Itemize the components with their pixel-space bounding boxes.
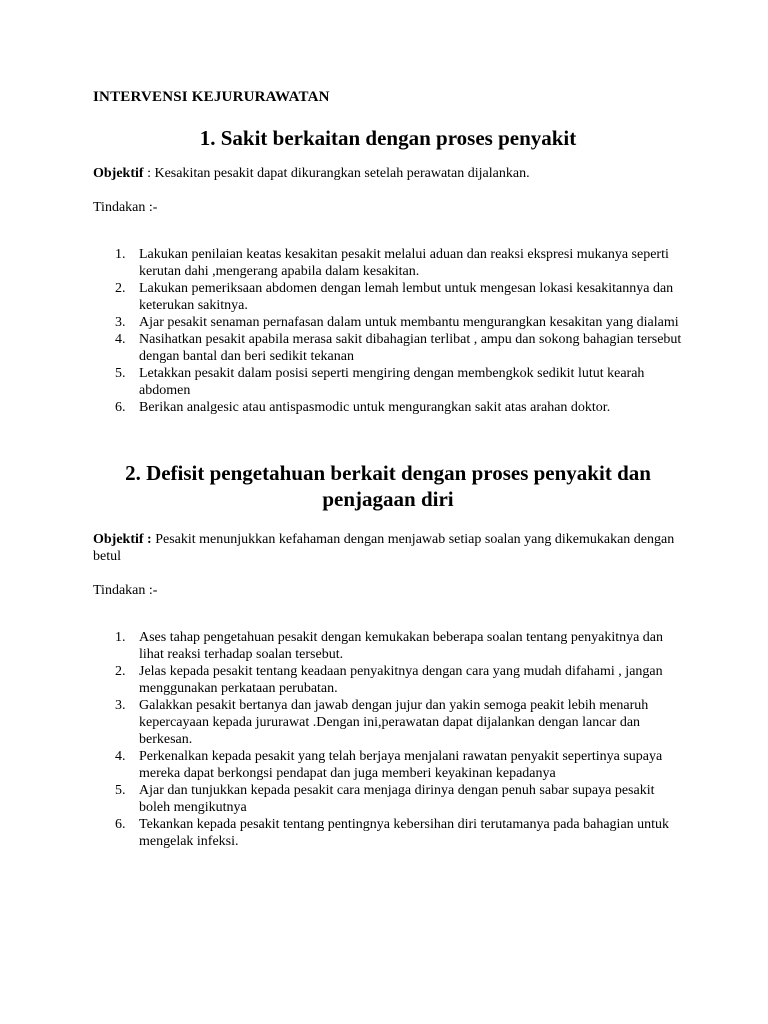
section-2-actions-list: [93, 629, 683, 850]
section-2-objective-label: Objektif :: [93, 532, 152, 547]
section-1-actions-list: [93, 246, 683, 416]
list-item-text: Ajar dan tunjukkan kepada pesakit cara menjaga dirinya dengan penuh sabar supaya pesakit boleh mengikutnya: [139, 783, 655, 815]
list-item-text: Nasihatkan pesakit apabila merasa sakit dibahagian terlibat , ampu dan sokong bahagian tersebut dengan bantal dan beri sedikit tekanan: [139, 332, 682, 364]
list-item: [93, 314, 683, 331]
list-item: [93, 816, 683, 850]
section-1-objective-separator: :: [143, 166, 155, 181]
list-item: [93, 365, 683, 399]
section-1-actions-label: Tindakan :-: [93, 200, 158, 215]
list-item-number: 5.: [115, 366, 126, 381]
list-item: [93, 697, 683, 748]
list-item-number: 4.: [115, 749, 126, 764]
section-1-objective: [93, 165, 683, 182]
list-item-text: Letakkan pesakit dalam posisi seperti mengiring dengan membengkok sedikit lutut kearah abdomen: [139, 366, 645, 398]
list-item: [93, 782, 683, 816]
list-item: [93, 280, 683, 314]
list-item-number: 5.: [115, 783, 126, 798]
section-1-objective-label: Objektif: [93, 166, 144, 181]
list-item-number: 1.: [115, 247, 126, 262]
list-item-number: 6.: [115, 817, 126, 832]
list-item-number: 2.: [115, 664, 126, 679]
list-item-text: Lakukan penilaian keatas kesakitan pesakit melalui aduan dan reaksi ekspresi mukanya seperti kerutan dahi ,mengerang apabila dalam kesakitan.: [139, 247, 669, 279]
document-page: [93, 88, 683, 850]
section-2-actions-label: Tindakan :-: [93, 583, 158, 598]
section-2-heading: 2. Defisit pengetahuan berkait dengan proses penyakit dan penjagaan diri: [125, 461, 651, 511]
list-item: [93, 331, 683, 365]
list-item-number: 3.: [115, 315, 126, 330]
list-item-number: 2.: [115, 281, 126, 296]
list-item: [93, 663, 683, 697]
list-item: [93, 399, 683, 416]
list-item-text: Tekankan kepada pesakit tentang pentingnya kebersihan diri terutamanya pada bahagian untuk mengelak infeksi.: [139, 817, 670, 849]
list-item-text: Perkenalkan kepada pesakit yang telah berjaya menjalani rawatan penyakit sepertinya supaya mereka dapat berkongsi pendapat dan juga memberi keyakinan kepadanya: [139, 749, 663, 781]
list-item-text: Ases tahap pengetahuan pesakit dengan kemukakan beberapa soalan tentang penyakitnya dan lihat reaksi terhadap soalan tersebut.: [139, 630, 664, 662]
list-item: [93, 748, 683, 782]
list-item-number: 4.: [115, 332, 126, 347]
document-title: INTERVENSI KEJURURAWATAN: [93, 89, 330, 105]
list-item: [93, 629, 683, 663]
list-item-text: Ajar pesakit senaman pernafasan dalam untuk membantu mengurangkan kesakitan yang dialami: [139, 315, 679, 330]
section-1-heading: 1. Sakit berkaitan dengan proses penyakit: [199, 126, 577, 150]
list-item-text: Galakkan pesakit bertanya dan jawab dengan jujur dan yakin semoga peakit lebih menaruh kepercayaan kepada jururawat .Dengan ini,perawatan dapat dijalankan dengan lancar dan berkesan.: [139, 698, 649, 747]
section-2-objective-text: Pesakit menunjukkan kefahaman dengan menjawab setiap soalan yang dikemukakan dengan betul: [93, 532, 675, 564]
list-item: [93, 246, 683, 280]
list-item-text: Jelas kepada pesakit tentang keadaan penyakitnya dengan cara yang mudah difahami , jangan menggunakan perkataan perubatan.: [139, 664, 663, 696]
list-item-text: Berikan analgesic atau antispasmodic untuk mengurangkan sakit atas arahan doktor.: [139, 400, 611, 415]
section-2-objective: [93, 531, 683, 565]
list-item-number: 6.: [115, 400, 126, 415]
list-item-number: 1.: [115, 630, 126, 645]
section-1-objective-text: Kesakitan pesakit dapat dikurangkan setelah perawatan dijalankan.: [154, 166, 530, 181]
list-item-text: Lakukan pemeriksaan abdomen dengan lemah lembut untuk mengesan lokasi kesakitannya dan keterukan sakitnya.: [139, 281, 674, 313]
list-item-number: 3.: [115, 698, 126, 713]
